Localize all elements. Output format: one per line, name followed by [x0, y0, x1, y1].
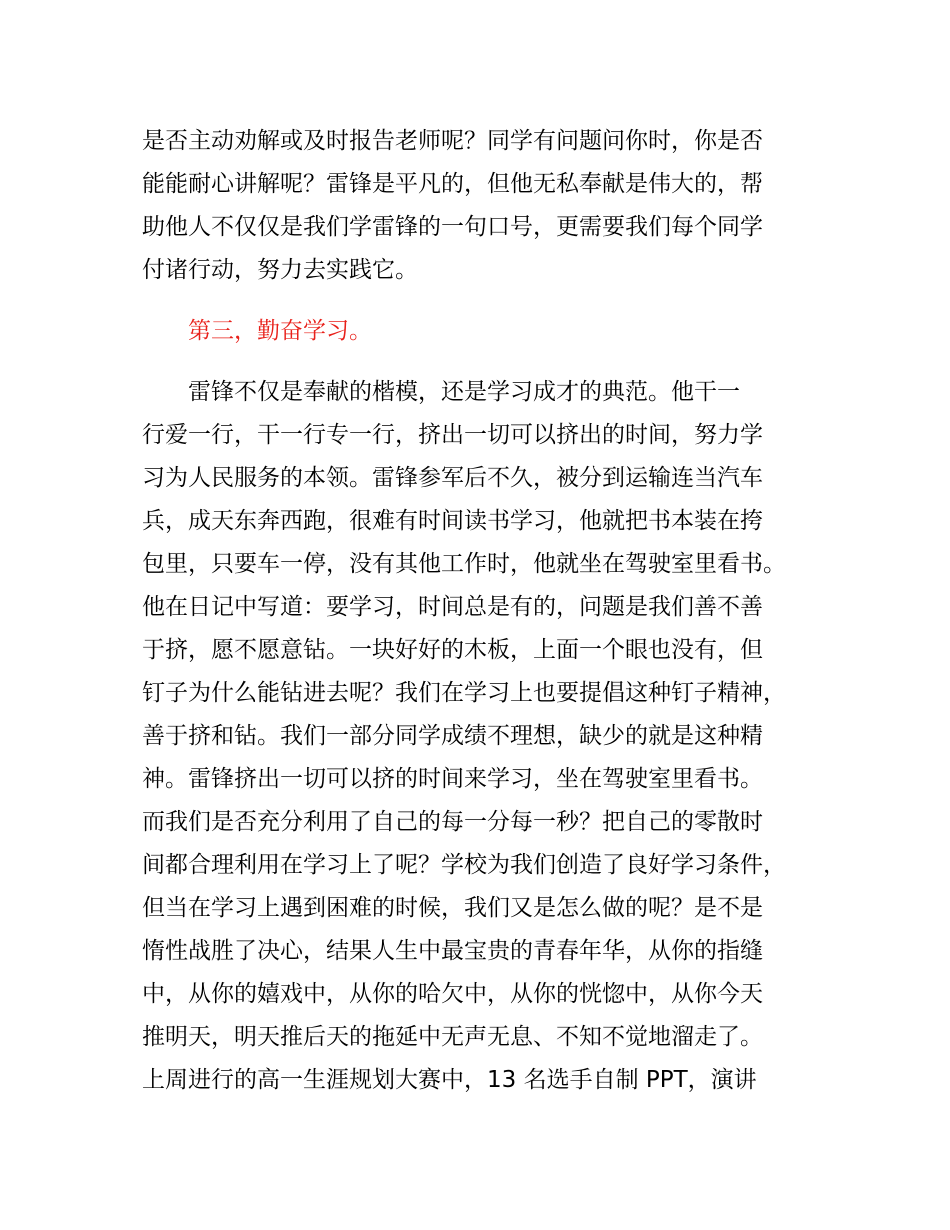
paragraph-gap: [142, 353, 842, 371]
text-line: 行爱一行，干一行专一行，挤出一切可以挤出的时间，努力学: [142, 422, 763, 448]
text-line: 助他人不仅仅是我们学雷锋的一句口号，更需要我们每个同学: [142, 214, 763, 240]
paragraph-continuation: [142, 120, 842, 292]
text-line: 推明天，明天推后天的拖延中无声无息、不知不觉地溜走了。: [142, 1024, 763, 1050]
text-line-first: 雷锋不仅是奉献的楷模，还是学习成才的典范。他干一: [188, 379, 740, 405]
text-line: 钉子为什么能钻进去呢？我们在学习上也要提倡这种钉子精神，: [142, 680, 786, 706]
text-line: 中，从你的嬉戏中，从你的哈欠中，从你的恍惚中，从你今天: [142, 981, 763, 1007]
text-line: 他在日记中写道：要学习，时间总是有的，问题是我们善不善: [142, 594, 763, 620]
document-body: [142, 120, 842, 1102]
text-line: 但当在学习上遇到困难的时候，我们又是怎么做的呢？是不是: [142, 895, 763, 921]
text-line: 间都合理利用在学习上了呢？学校为我们创造了良好学习条件，: [142, 852, 786, 878]
paragraph-gap: [142, 292, 842, 310]
text-line: 包里，只要车一停，没有其他工作时，他就坐在驾驶室里看书。: [142, 551, 786, 577]
text-line: 神。雷锋挤出一切可以挤的时间来学习，坐在驾驶室里看书。: [142, 766, 763, 792]
text-line: 能能耐心讲解呢？雷锋是平凡的，但他无私奉献是伟大的，帮: [142, 171, 763, 197]
text-line: 兵，成天东奔西跑，很难有时间读书学习，他就把书本装在挎: [142, 508, 763, 534]
text-line: 付诸行动，努力去实践它。: [142, 257, 418, 283]
paragraph-study: [142, 371, 842, 1102]
text-line: 是否主动劝解或及时报告老师呢？同学有问题问你时，你是否: [142, 128, 763, 154]
section-heading: 第三，勤奋学习。: [188, 318, 372, 344]
text-line: 习为人民服务的本领。雷锋参军后不久，被分到运输连当汽车: [142, 465, 763, 491]
text-line: 而我们是否充分利用了自己的每一分每一秒？把自己的零散时: [142, 809, 763, 835]
text-line: 上周进行的高一生涯规划大赛中，13 名选手自制 PPT，演讲: [142, 1067, 757, 1093]
text-line: 善于挤和钻。我们一部分同学成绩不理想，缺少的就是这种精: [142, 723, 763, 749]
text-line: 惰性战胜了决心，结果人生中最宝贵的青春年华，从你的指缝: [142, 938, 763, 964]
text-line: 于挤，愿不愿意钻。一块好好的木板，上面一个眼也没有，但: [142, 637, 763, 663]
